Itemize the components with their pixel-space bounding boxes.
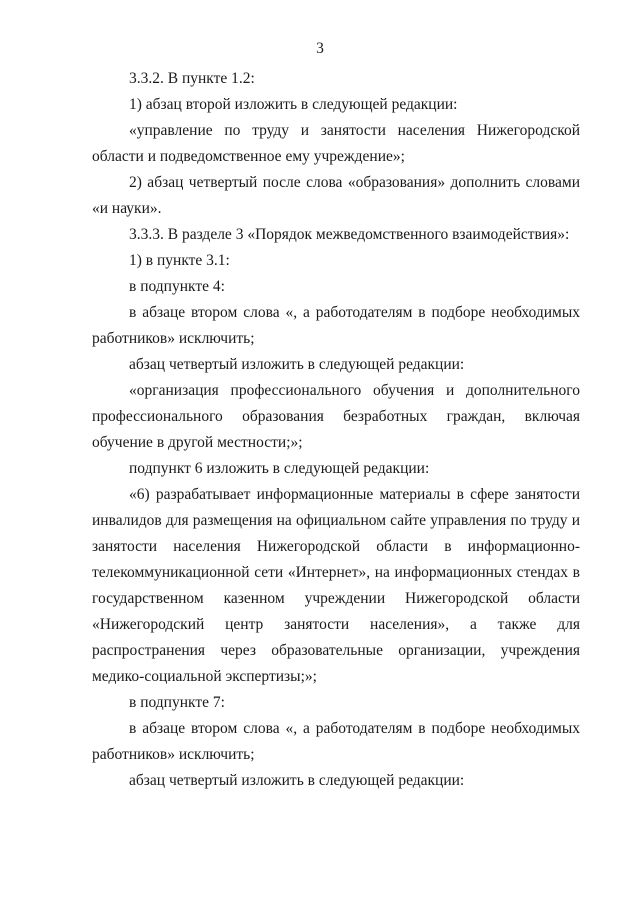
paragraph-subpoint-6: подпункт 6 изложить в следующей редакции: xyxy=(129,460,430,477)
document-body xyxy=(92,66,580,794)
paragraph-point-3-1: 1) в пункте 3.1: xyxy=(129,252,230,269)
page-number: 3 xyxy=(316,40,324,57)
paragraph-fourth-2: абзац четвертый изложить в следующей редакции: xyxy=(129,772,465,789)
paragraph-fourth-1: абзац четвертый изложить в следующей редакции: xyxy=(129,356,465,373)
paragraph-item-2: 2) абзац четвертый после слова «образования» дополнить словами «и науки». xyxy=(92,174,580,217)
paragraph-quote-materials: «6) разрабатывает информационные материалы в сфере занятости инвалидов для размещения на официальном сайте управления по труду и занятости населения Нижегородской области в информационно-телекоммуникационной сети «Интернет», на информационных стендах в государственном казенном учреждении Нижегородской области «Нижегородский центр занятости населения», а также для распространения через образовательные организации, учреждения медико-социальной экспертизы;»; xyxy=(92,486,580,685)
paragraph-item-1: 1) абзац второй изложить в следующей редакции: xyxy=(129,96,458,113)
paragraph-exclude-1: в абзаце втором слова «, а работодателям в подборе необходимых работников» исключить; xyxy=(92,304,580,347)
paragraph-exclude-2: в абзаце втором слова «, а работодателям в подборе необходимых работников» исключить; xyxy=(92,720,580,763)
paragraph-subpoint-4: в подпункте 4: xyxy=(129,278,225,295)
paragraph-quote-training: «организация профессионального обучения и дополнительного профессионального образования безработных граждан, включая обучение в другой местности;»; xyxy=(92,382,580,451)
paragraph-3-3-3: 3.3.3. В разделе 3 «Порядок межведомственного взаимодействия»: xyxy=(129,226,570,243)
paragraph-3-3-2: 3.3.2. В пункте 1.2: xyxy=(129,70,255,87)
paragraph-subpoint-7: в подпункте 7: xyxy=(129,694,225,711)
paragraph-quote-department: «управление по труду и занятости населения Нижегородской области и подведомственное ему учреждение»; xyxy=(92,122,580,165)
